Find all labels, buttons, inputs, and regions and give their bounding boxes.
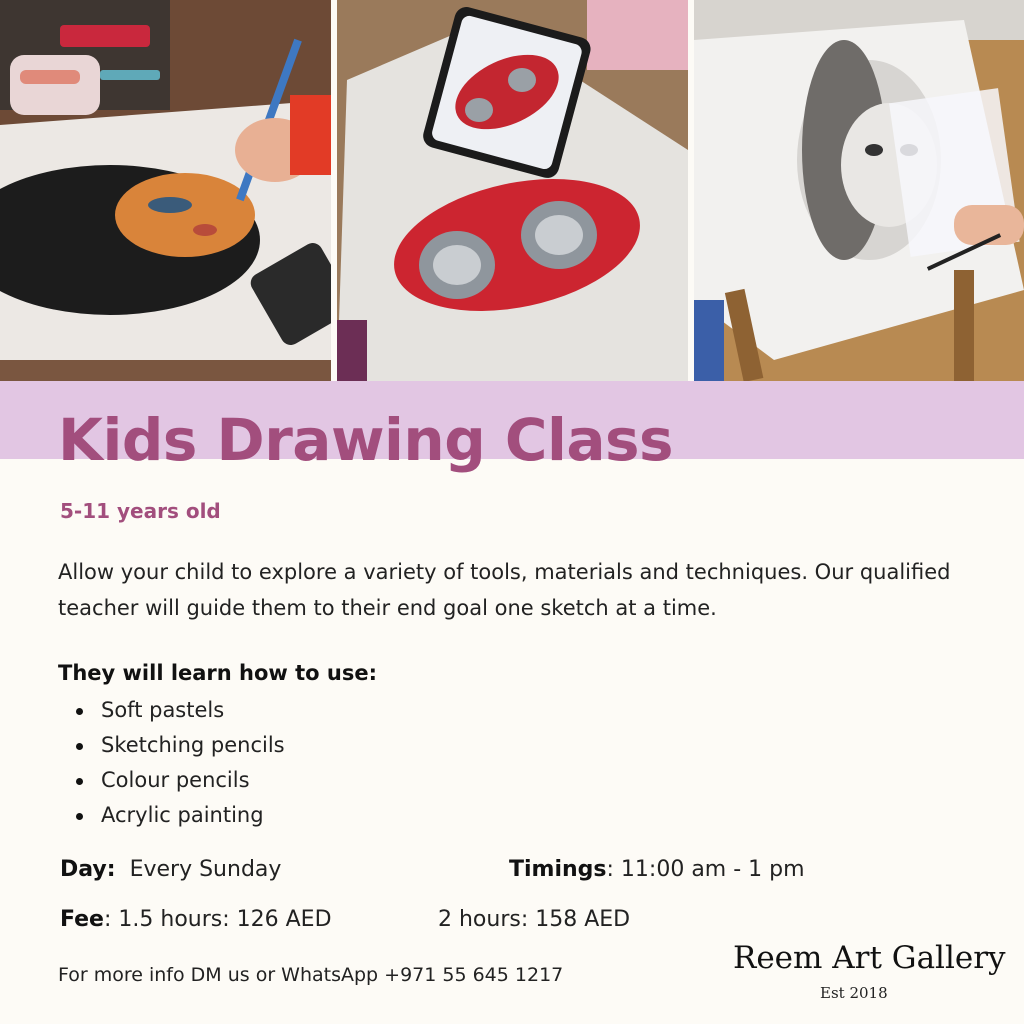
day-value: Every Sunday	[129, 857, 282, 882]
list-item: Acrylic painting	[74, 798, 285, 833]
list-item: Sketching pencils	[74, 728, 285, 763]
pencil-portrait-easel-photo	[694, 0, 1024, 381]
brand-name: Reem Art Gallery	[733, 940, 1006, 976]
photo-strip	[0, 0, 1024, 381]
timings-value: : 11:00 am - 1 pm	[606, 857, 805, 882]
list-item: Colour pencils	[74, 763, 285, 798]
day-label: Day:	[60, 857, 116, 882]
timings-label: Timings	[509, 857, 607, 882]
skills-list	[74, 693, 285, 833]
fee-option-1: : 1.5 hours: 126 AED	[103, 907, 332, 932]
timings-info	[509, 857, 805, 882]
fee-option-2: 2 hours: 158 AED	[438, 907, 631, 932]
list-item: Soft pastels	[74, 693, 285, 728]
day-info	[60, 857, 281, 882]
crushed-can-drawing-photo	[337, 0, 688, 381]
fee-label: Fee	[60, 907, 104, 932]
page-title: Kids Drawing Class	[58, 406, 674, 474]
learn-heading: They will learn how to use:	[58, 661, 378, 685]
age-range: 5-11 years old	[60, 499, 221, 523]
fee-info	[60, 907, 332, 932]
brand-established: Est 2018	[820, 984, 888, 1002]
contact-info: For more info DM us or WhatsApp +971 55 645 1217	[58, 964, 564, 986]
pastel-portrait-photo	[0, 0, 331, 381]
intro-text: Allow your child to explore a variety of tools, materials and techniques. Our qualified teacher will guide them to their end goal one sketch at a time.	[58, 560, 951, 620]
